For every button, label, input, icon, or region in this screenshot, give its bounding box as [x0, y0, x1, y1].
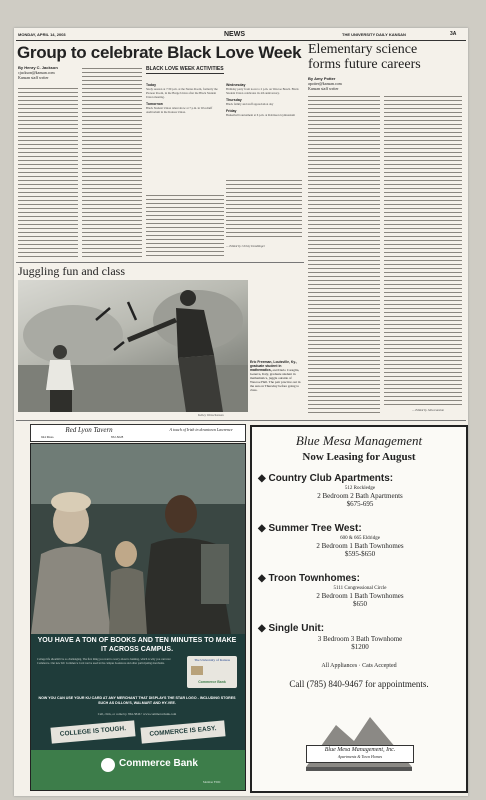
science-column-2 — [384, 94, 462, 406]
activity-desc: Birthday party from noon to 2 p.m. on Wescoe Beach. Black Student Union celebrates its 4th anniversary. — [226, 87, 299, 95]
section-label: NEWS — [224, 31, 245, 38]
byline-email: cjackson@kansan.com — [18, 70, 55, 75]
logo-sub: Apartments & Town Homes — [337, 754, 383, 759]
black-love-byline-block — [18, 65, 78, 80]
black-love-week-headline: Group to celebrate Black Love Week — [17, 43, 302, 62]
diamond-bullet-icon: ◆ — [258, 473, 269, 484]
activities-list-b — [226, 83, 302, 120]
property-troon — [258, 573, 462, 608]
property-unit: 3 Bedroom 3 Bath Townhome — [317, 635, 403, 643]
red-lyon-ad[interactable] — [30, 424, 246, 442]
property-summer-tree — [258, 523, 462, 558]
commerce-headline: YOU HAVE A TON OF BOOKS AND TEN MINUTES TO MAKE IT ACROSS CAMPUS. — [37, 637, 237, 653]
red-lyon-name: Red Lyon Tavern — [65, 426, 113, 434]
property-price: $675-695 — [346, 500, 374, 508]
newspaper-page — [14, 28, 468, 796]
activity-day: Tomorrow — [146, 102, 163, 106]
commerce-body: College life shouldn't be so challenging. The first thing you want to worry about is banking, which is why you can trust Commerce. Our new KU Commerce Card can be used in the campus bookstore and other participating merchants. — [37, 658, 171, 665]
activity-desc: Basketball tournament at 6 p.m. at Robinson Gymnasium — [226, 113, 295, 117]
blue-mesa-title: Blue Mesa Management — [295, 433, 423, 448]
ad-divider — [16, 420, 466, 421]
story-divider — [16, 262, 304, 263]
activity-day: Wednesday — [226, 83, 246, 87]
card-university: The University of Kansas — [194, 658, 230, 662]
activity-item — [226, 98, 302, 106]
black-love-edited-by: — Edited by Christy Dondlinger — [226, 244, 265, 248]
activity-item — [146, 102, 224, 114]
activity-item — [226, 83, 302, 95]
activity-desc: Black Student Union talent show at 7 p.m. in Woodruff Auditorium in the Kansas Union. — [146, 106, 213, 114]
red-lyon-tagline: A touch of Irish in downtown Lawrence — [169, 427, 233, 432]
article-column-2 — [82, 66, 142, 258]
photo-credit: Kelley Weiss/Kansan — [198, 413, 224, 417]
activity-day: Today — [146, 83, 157, 87]
science-headline — [308, 42, 466, 72]
property-name-text: Single Unit: — [268, 623, 325, 634]
property-name — [258, 523, 462, 535]
article-column-3 — [146, 193, 224, 258]
science-column-1 — [308, 94, 380, 414]
mesa-mountain-icon — [302, 707, 416, 777]
activity-day: Friday — [226, 109, 237, 113]
activity-day: Thursday — [226, 98, 242, 102]
science-edited-by: — Edited by Julia Lanstun — [412, 408, 444, 412]
commerce-call-line: Call, click, or come by. 864-5846 • www.commercebank.com — [97, 712, 177, 716]
logo-nameplate — [306, 745, 414, 763]
activities-list-a — [146, 83, 224, 117]
caption-lead: Eric Freeman, Louisville, Ky., graduate student in mathematics, — [250, 360, 297, 372]
commerce-footer — [31, 750, 245, 790]
property-name-text: Country Club Apartments: — [268, 473, 394, 484]
slogan-easy: COMMERCE IS EASY. — [140, 720, 225, 743]
paper-name: THE UNIVERSITY DAILY KANSAN — [342, 32, 406, 37]
logo-name: Blue Mesa Management, Inc. — [324, 747, 396, 753]
science-byline-email: apotter@kansan.com — [308, 81, 342, 86]
blue-mesa-appliances: All Appliances · Cats Accepted — [321, 663, 397, 669]
property-unit: 2 Bedroom 1 Bath Townhomes — [316, 592, 404, 600]
science-headline-line1: Elementary science — [308, 42, 418, 57]
property-country-club — [258, 473, 462, 508]
property-price: $650 — [353, 600, 367, 608]
diamond-bullet-icon: ◆ — [258, 523, 269, 534]
property-address: 512 Rockledge — [344, 486, 376, 491]
activity-desc: Study session at 7:30 p.m. at the Nexus Room, formerly the Pioneer Room, in the Burge Union after the Black Student Union meeting. — [146, 87, 218, 99]
blue-mesa-subtitle: Now Leasing for August — [302, 451, 416, 463]
property-unit: 2 Bedroom 2 Bath Apartments — [317, 492, 403, 500]
science-headline-line2: forms future careers — [308, 57, 421, 72]
property-name — [258, 623, 462, 635]
card-bank-label: Commerce Bank — [198, 680, 226, 684]
byline: By Henry C. Jackson — [18, 65, 58, 70]
card-chip-icon — [191, 666, 203, 675]
article-column-4 — [226, 178, 302, 240]
slogan-tough: COLLEGE IS TOUGH. — [50, 720, 135, 743]
property-address: 600 & 665 Eldridge — [340, 536, 380, 541]
byline-org: Kansan staff writer — [18, 75, 49, 80]
activities-title: BLACK LOVE WEEK ACTIVITIES — [146, 66, 224, 72]
science-byline-org: Kansan staff writer — [308, 86, 339, 91]
property-unit: 2 Bedroom 1 Bath Townhomes — [316, 542, 404, 550]
property-single-unit — [258, 623, 462, 651]
juggling-photo-art — [18, 280, 248, 412]
activity-item — [146, 83, 224, 99]
property-name — [258, 573, 462, 585]
students-photo — [31, 444, 245, 634]
blue-mesa-call: Call (785) 840-9467 for appointments. — [289, 679, 429, 689]
property-price: $1200 — [351, 643, 369, 651]
page-number: 3A — [450, 31, 457, 37]
property-name-text: Summer Tree West: — [268, 523, 362, 534]
photo-feature-title: Juggling fun and class — [18, 264, 125, 278]
activity-item — [226, 109, 302, 117]
blue-mesa-logo — [302, 707, 416, 777]
diamond-bullet-icon: ◆ — [258, 623, 269, 634]
science-byline: By Amy Potter — [308, 76, 336, 81]
activity-desc: Black family and staff appreciation day — [226, 102, 274, 106]
red-lyon-phone: 832-8228 — [111, 435, 124, 439]
property-price: $595-$650 — [344, 550, 376, 558]
commerce-offer: NOW YOU CAN USE YOUR KU CARD AT ANY MERCHANT THAT DISPLAYS THE STAR LOGO - INCLUDING STORES SUCH AS DILLON'S, WALMART AND HY-VEE. — [38, 696, 236, 705]
diamond-bullet-icon: ◆ — [258, 573, 269, 584]
blue-mesa-ad[interactable] — [250, 425, 468, 793]
caption-text: and Dario Caraglia, Geneva, Italy, graduate student in mathematics, juggle outside of Wescoe Hall. The pair practice out in the sun on Thursday before going to class. — [250, 368, 301, 392]
page-date: MONDAY, APRIL 14, 2003 — [18, 32, 66, 37]
ku-commerce-card — [187, 656, 237, 688]
commerce-member-fdic: Member FDIC — [203, 780, 221, 784]
juggling-photo — [18, 280, 248, 412]
commerce-bank-ad[interactable] — [30, 443, 246, 791]
commerce-bank-name: Commerce Bank — [119, 758, 198, 769]
photo-caption — [250, 360, 302, 392]
masthead-rule — [16, 40, 466, 41]
article-column-1 — [18, 86, 78, 258]
property-name-text: Troon Townhomes: — [268, 573, 360, 584]
commerce-logo-icon — [101, 758, 115, 772]
red-lyon-address: 944 Mass. — [41, 435, 55, 439]
property-address: 5111 Congressional Circle — [333, 586, 387, 591]
property-name — [258, 473, 462, 485]
science-byline-block — [308, 76, 378, 91]
